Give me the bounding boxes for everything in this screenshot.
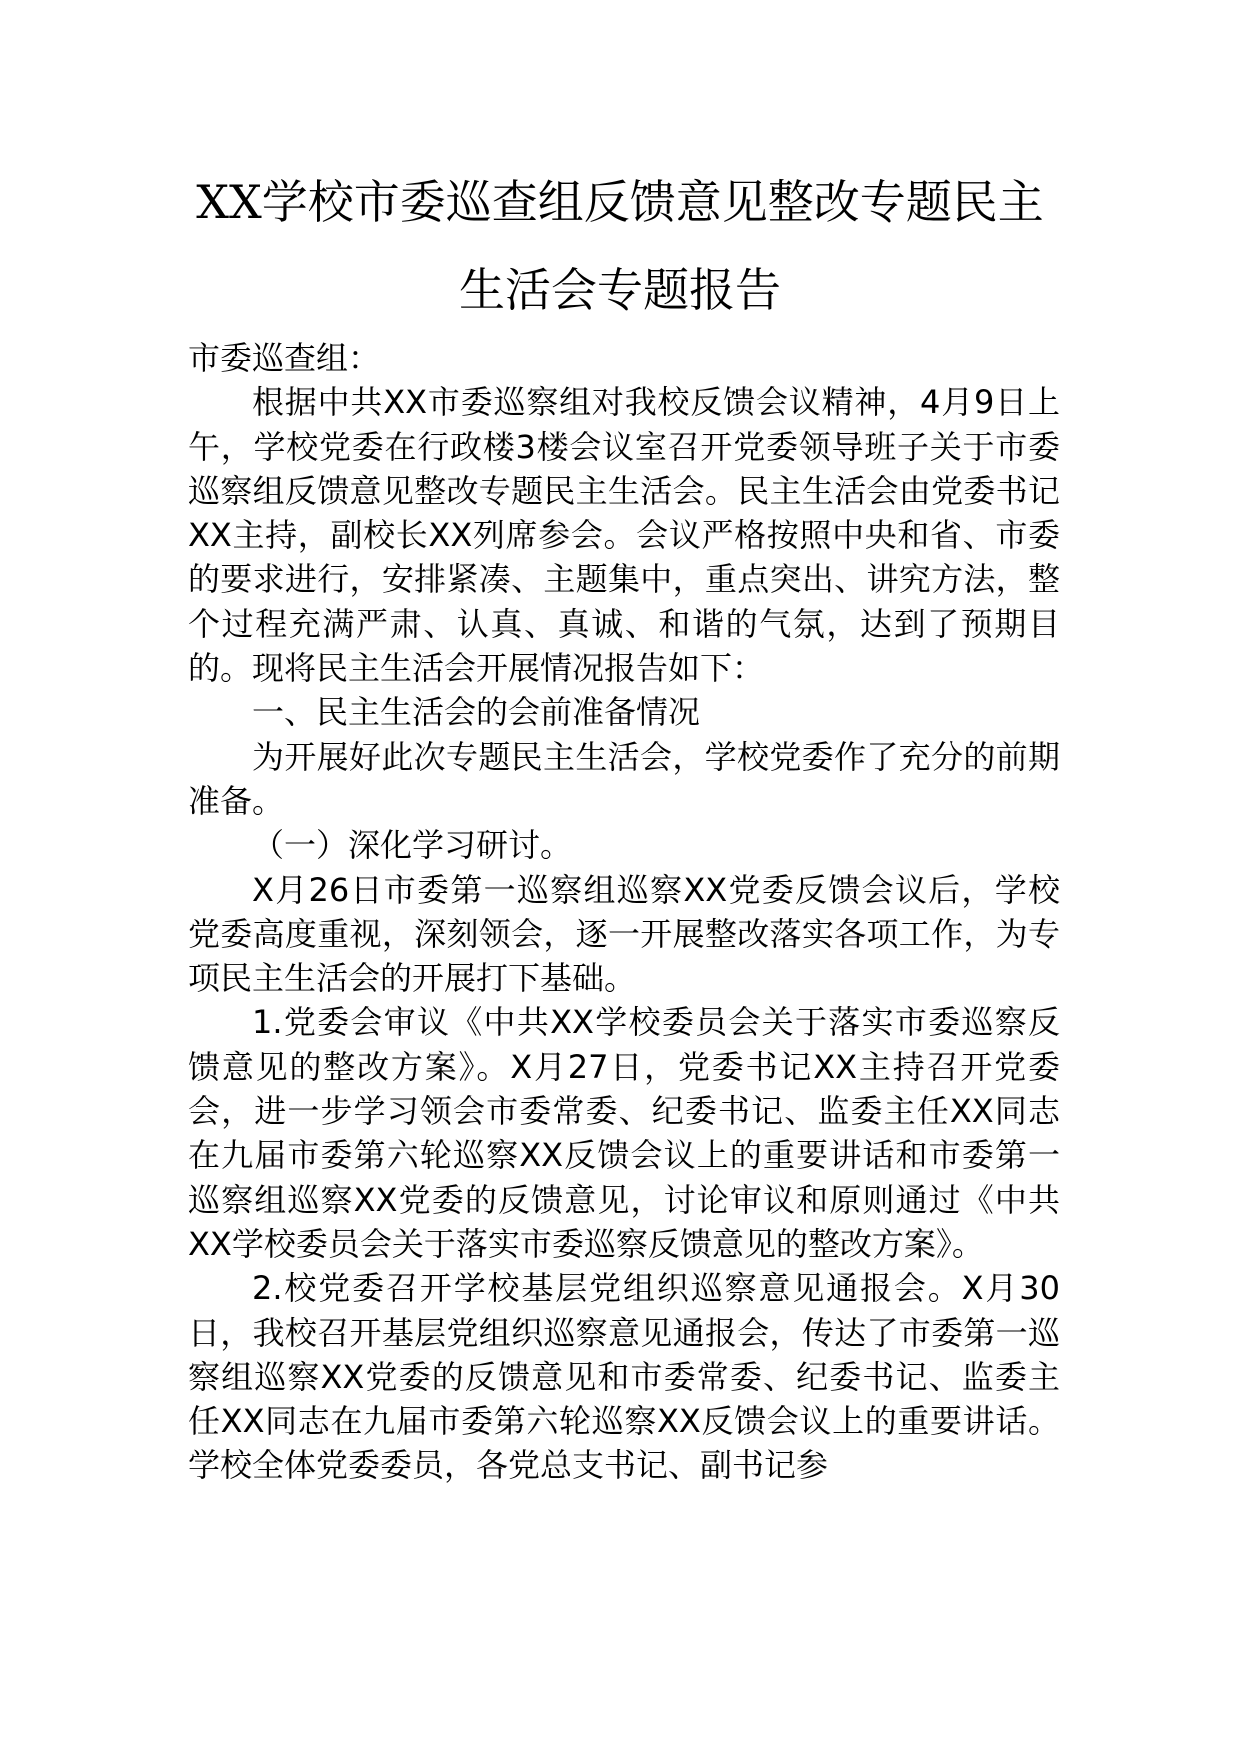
salutation: 市委巡查组： [188, 339, 381, 377]
document-title-line-1: XX学校市委巡查组反馈意见整改专题民主 [196, 175, 1044, 229]
paragraph-item-2: 2.校党委召开学校基层党组织巡察意见通报会。X月30日，我校召开基层党组织巡察意见通报会，传达了市委第一巡察组巡察XX党委的反馈意见和市委常委、纪委书记、监委主任XX同志在九届市委第六轮巡察XX反馈会议上的重要讲话。学校全体党委委员，各党总支书记、副书记参 [188, 1269, 1060, 1485]
document-body [188, 336, 1060, 1488]
subsection-heading-1: （一）深化学习研讨。 [252, 826, 573, 865]
paragraph-preparation: 为开展好此次专题民主生活会，学校党委作了充分的前期准备。 [188, 737, 1060, 820]
paragraph-study: X月26日市委第一巡察组巡察XX党委反馈会议后，学校党委高度重视，深刻领会，逐一开展整改落实各项工作，为专项民主生活会的开展打下基础。 [188, 870, 1060, 998]
paragraph-intro: 根据中共XX市委巡察组对我校反馈会议精神，4月9日上午，学校党委在行政楼3楼会议室召开党委领导班子关于市委巡察组反馈意见整改专题民主生活会。民主生活会由党委书记XX主持，副校长XX列席参会。会议严格按照中央和省、市委的要求进行，安排紧凑、主题集中，重点突出、讲究方法，整个过程充满严肃、认真、真诚、和谐的气氛，达到了预期目的。现将民主生活会开展情况报告如下： [188, 383, 1060, 688]
paragraph-item-1: 1.党委会审议《中共XX学校委员会关于落实市委巡察反馈意见的整改方案》。X月27日，党委书记XX主持召开党委会，进一步学习领会市委常委、纪委书记、监委主任XX同志在九届市委第六轮巡察XX反馈会议上的重要讲话和市委第一巡察组巡察XX党委的反馈意见，讨论审议和原则通过《中共XX学校委员会关于落实市委巡察反馈意见的整改方案》。 [188, 1003, 1060, 1263]
document-title-line-2: 生活会专题报告 [459, 263, 781, 317]
section-heading-1: 一、民主生活会的会前准备情况 [252, 693, 701, 732]
